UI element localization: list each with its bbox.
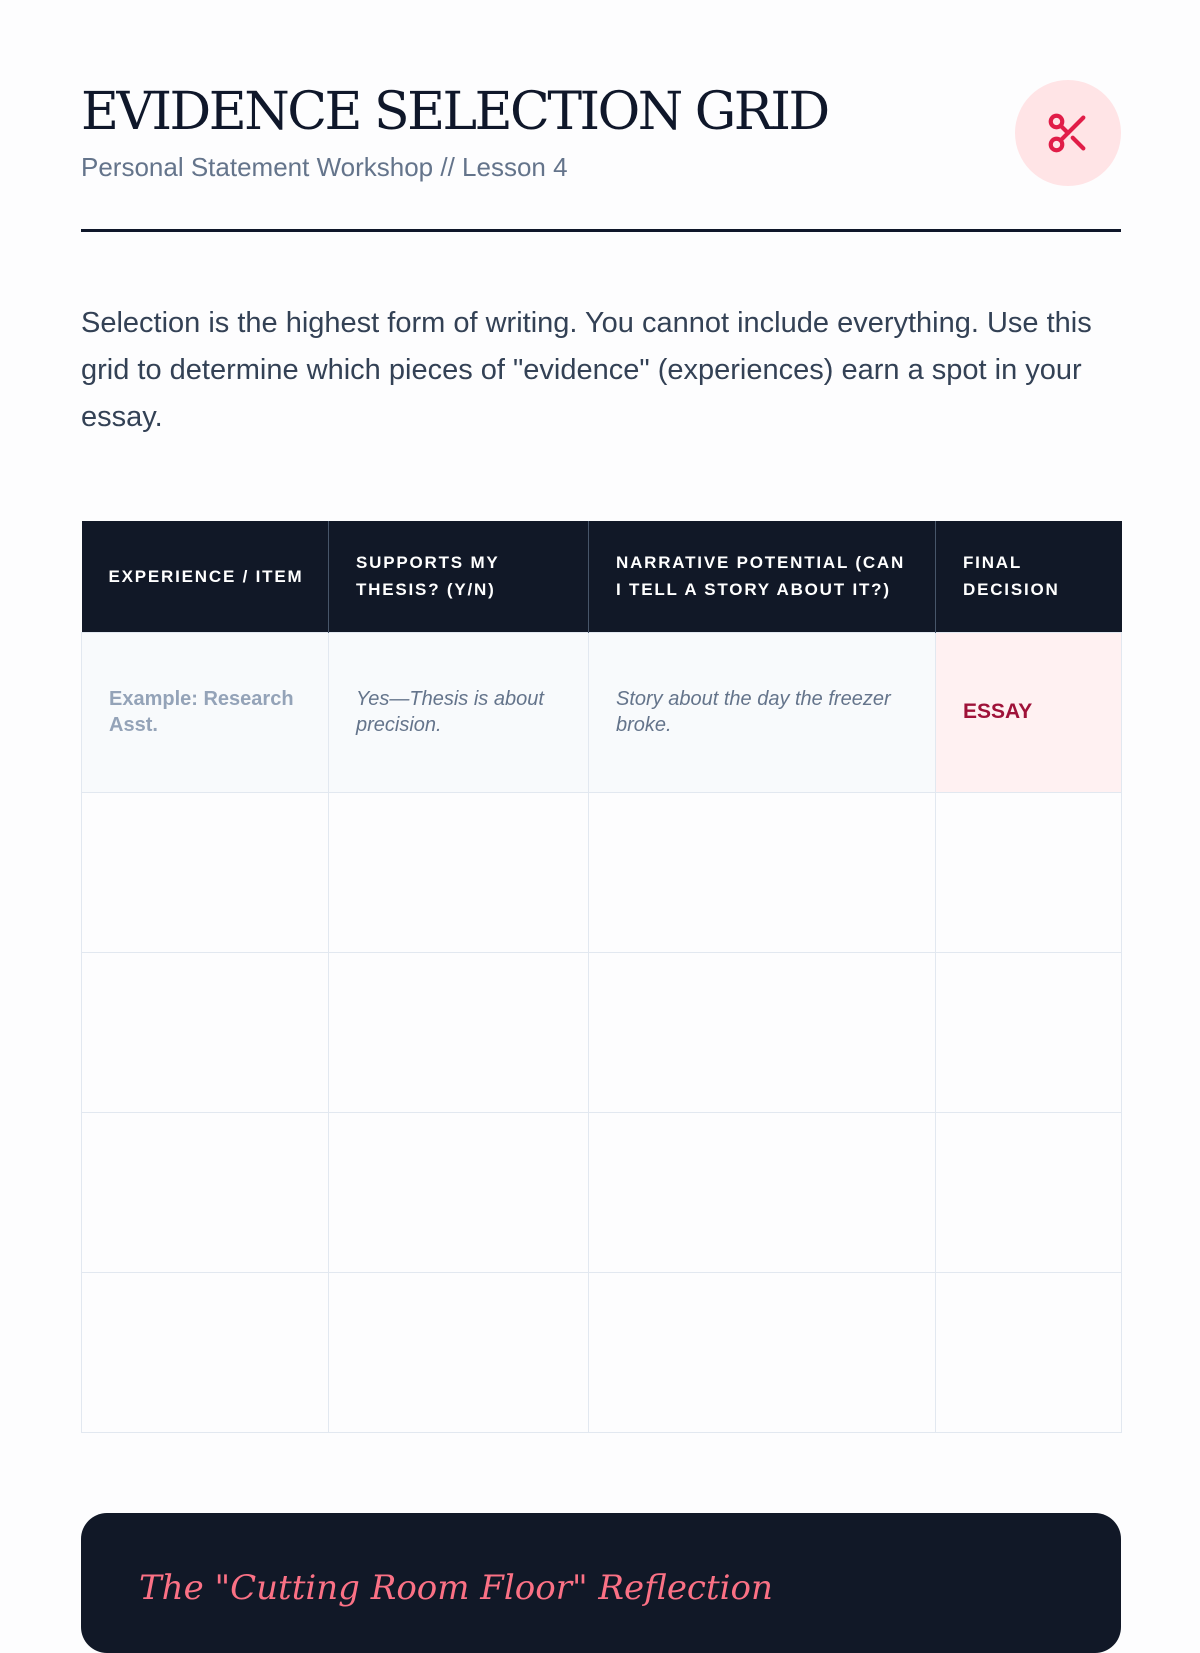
reflection-box bbox=[81, 1513, 1121, 1653]
scissors-badge bbox=[1015, 80, 1121, 186]
blank-row bbox=[82, 1112, 1122, 1272]
experience-cell[interactable] bbox=[82, 952, 329, 1112]
column-header-final-decision: FINAL DECISION bbox=[936, 521, 1122, 632]
narrative-potential-cell[interactable] bbox=[589, 1272, 936, 1432]
column-header-supports-thesis: SUPPORTS MY THESIS? (Y/N) bbox=[329, 521, 589, 632]
header-divider bbox=[81, 229, 1121, 232]
page-subtitle: Personal Statement Workshop // Lesson 4 bbox=[81, 152, 568, 182]
decision-essay-label: ESSAY bbox=[963, 700, 1033, 723]
page-title: EVIDENCE SELECTION GRID bbox=[81, 82, 828, 142]
final-decision-cell[interactable] bbox=[936, 1112, 1122, 1272]
narrative-potential-cell[interactable] bbox=[589, 1112, 936, 1272]
header bbox=[81, 80, 1121, 230]
intro-paragraph: Selection is the highest form of writing. You cannot include everything. Use this grid to determine which pieces of "evidence" (experiences) earn a spot in your essay. bbox=[81, 307, 1092, 433]
experience-cell[interactable] bbox=[82, 792, 329, 952]
column-header-experience: EXPERIENCE / ITEM bbox=[82, 521, 329, 632]
evidence-grid bbox=[81, 521, 1122, 1433]
example-narrative-cell: Story about the day the freezer broke. bbox=[589, 632, 936, 792]
example-supports-cell: Yes—Thesis is about precision. bbox=[329, 632, 589, 792]
final-decision-cell[interactable] bbox=[936, 792, 1122, 952]
column-header-narrative-potential: NARRATIVE POTENTIAL (CAN I TELL A STORY ABOUT IT?) bbox=[589, 521, 936, 632]
example-decision-cell bbox=[936, 632, 1122, 792]
supports-thesis-cell[interactable] bbox=[329, 1112, 589, 1272]
grid-header-row bbox=[82, 521, 1122, 632]
experience-cell[interactable] bbox=[82, 1272, 329, 1432]
final-decision-cell[interactable] bbox=[936, 952, 1122, 1112]
supports-thesis-cell[interactable] bbox=[329, 792, 589, 952]
experience-cell[interactable] bbox=[82, 1112, 329, 1272]
blank-row bbox=[82, 792, 1122, 952]
scissors-icon bbox=[1045, 110, 1091, 156]
narrative-potential-cell[interactable] bbox=[589, 952, 936, 1112]
blank-row bbox=[82, 1272, 1122, 1432]
example-item-cell: Example: Research Asst. bbox=[82, 632, 329, 792]
reflection-title: The "Cutting Room Floor" Reflection bbox=[139, 1568, 773, 1608]
supports-thesis-cell[interactable] bbox=[329, 952, 589, 1112]
worksheet-page bbox=[81, 0, 1121, 1608]
example-row bbox=[82, 632, 1122, 792]
final-decision-cell[interactable] bbox=[936, 1272, 1122, 1432]
blank-row bbox=[82, 952, 1122, 1112]
supports-thesis-cell[interactable] bbox=[329, 1272, 589, 1432]
narrative-potential-cell[interactable] bbox=[589, 792, 936, 952]
